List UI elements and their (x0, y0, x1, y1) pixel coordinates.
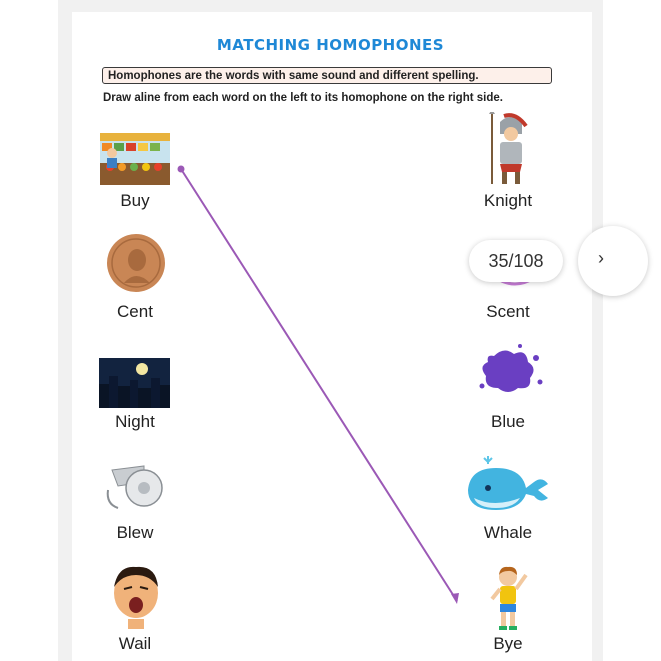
next-page-button[interactable] (578, 226, 648, 296)
word-blew: Blew (116, 523, 154, 542)
word-knight: Knight (483, 191, 533, 210)
word-bye: Bye (493, 634, 523, 653)
word-buy: Buy (120, 191, 150, 210)
word-whale: Whale (483, 523, 533, 542)
word-blue: Blue (490, 412, 526, 431)
page-counter[interactable]: 35/108 (469, 240, 563, 282)
word-scent: Scent (486, 302, 530, 321)
word-night: Night (115, 412, 155, 431)
chevron-right-icon: › (598, 248, 604, 268)
word-cent: Cent (117, 302, 153, 321)
line-arrowhead (451, 593, 459, 604)
definition-box: Homophones are the words with same sound and different spelling. (102, 67, 552, 84)
word-wail: Wail (118, 634, 152, 653)
worksheet-title: MATCHING HOMOPHONES (216, 36, 445, 54)
instruction-text: Draw aline from each word on the left to its homophone on the right side. (103, 92, 503, 104)
line-start-dot (178, 166, 185, 173)
